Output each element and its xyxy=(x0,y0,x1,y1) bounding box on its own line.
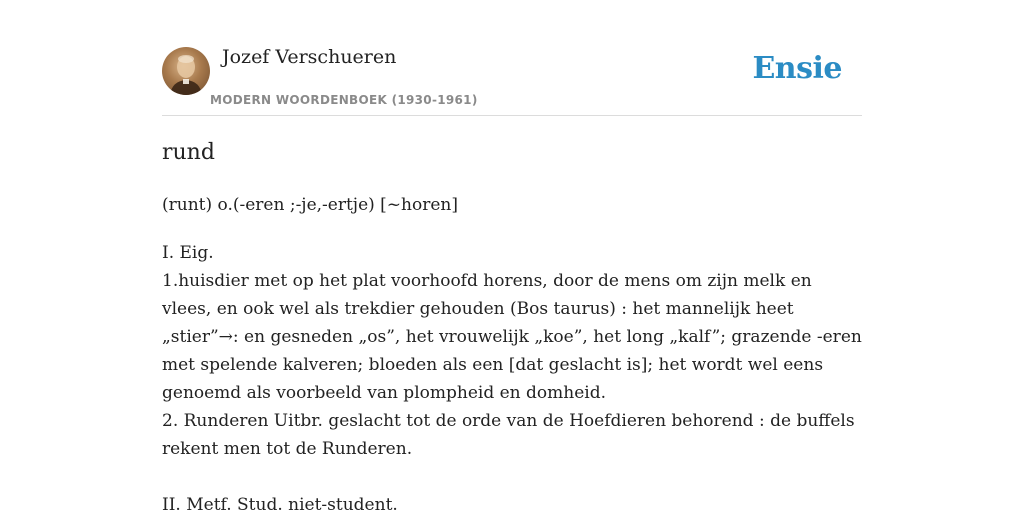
dictionary-source[interactable]: MODERN WOORDENBOEK (1930-1961) xyxy=(210,93,478,107)
entry-header xyxy=(162,0,862,116)
ensie-logo[interactable]: Ensie xyxy=(752,51,842,86)
definition-line: vlees, en ook wel als trekdier gehouden (Bos taurus) : het mannelijk heet xyxy=(162,299,794,319)
author-name[interactable]: Jozef Verschueren xyxy=(222,46,397,68)
entry-headword: rund xyxy=(162,140,215,165)
definition-line: 1.huisdier met op het plat voorhoofd horens, door de mens om zijn melk en xyxy=(162,271,812,291)
definition-line: 2. Runderen Uitbr. geslacht tot de orde van de Hoefdieren behorend : de buffels xyxy=(162,411,855,431)
definition-line: rekent men tot de Runderen. xyxy=(162,439,413,459)
definition-line: I. Eig. xyxy=(162,243,214,263)
author-avatar[interactable] xyxy=(162,47,210,95)
definition-line: met spelende kalveren; bloeden als een [dat geslacht is]; het wordt wel eens xyxy=(162,355,824,375)
definition-line: genoemd als voorbeeld van plompheid en domheid. xyxy=(162,383,606,403)
entry-grammar: (runt) o.(-eren ;-je,-ertje) [~horen] xyxy=(162,195,459,215)
definition-line: „stier”→: en gesneden „os”, het vrouwelijk „koe”, het long „kalf”; grazende -eren xyxy=(162,327,862,347)
definition-spacer xyxy=(162,463,862,491)
entry-definition xyxy=(162,239,862,512)
definition-line: II. Metf. Stud. niet-student. xyxy=(162,495,398,512)
entry-card xyxy=(162,0,862,512)
portrait-icon xyxy=(162,47,210,95)
